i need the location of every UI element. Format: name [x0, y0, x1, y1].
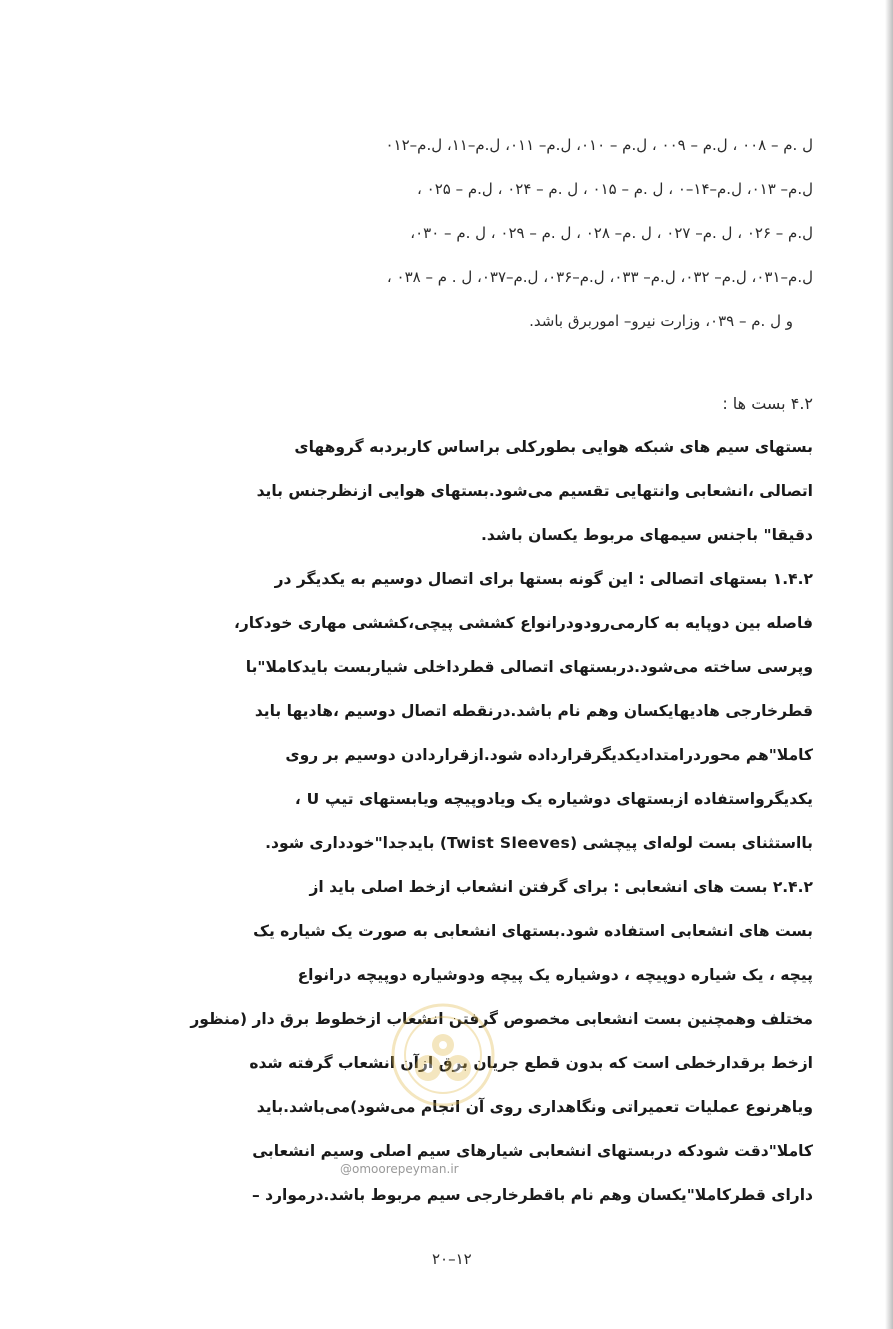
- list-line-4: ل.م–۰۳۱، ل.م– ۰۳۲، ل.م– ۰۳۳، ل.م–۰۳۶، ل.م–۰۳۷، ل . م – ۰۳۸ ،: [386, 268, 813, 286]
- list-line-2: ل.م– ۰۱۳، ل.م–۱۴–۰ ، ل .م – ۰۱۵ ، ل .م – ۰۲۴ ، ل.م – ۰۲۵ ،: [417, 180, 813, 198]
- list-line-3: ل.م – ۰۲۶ ، ل .م– ۰۲۷ ، ل .م– ۰۲۸ ، ل .م – ۰۲۹ ، ل .م – ۰۳۰،: [410, 224, 813, 242]
- body-line-9: یکدیگرواستفاده ازبستهای دوشیاره یک ویادوپیچه ویابستهای تیپ U ،: [294, 790, 813, 808]
- body-line-5: فاصله بین دوپایه به کارمی‌رودودرانواع کششی پیچی،کششی مهاری خودکار،: [233, 614, 813, 632]
- body-line-15: ازخط برقدارخطی است که بدون قطع جریان برق ازآن انشعاب گرفته شده: [249, 1054, 813, 1072]
- body-line-7: قطرخارجی هادیهایکسان وهم نام باشد.درنقطه اتصال دوسیم ،هادیها باید: [254, 702, 813, 720]
- list-line-5: و ل .م – ۰۳۹، وزارت نیرو– اموربرق باشد.: [529, 312, 793, 330]
- body-line-12: بست های انشعابی استفاده شود.بستهای انشعابی به صورت یک شیاره یک: [253, 922, 813, 940]
- watermark-url: @omoorepeyman.ir: [340, 1162, 459, 1176]
- page-number: ۲۰–۱۲: [432, 1250, 472, 1268]
- body-line-13: پیچه ، یک شیاره دوپیچه ، دوشیاره یک پیچه ودوشیاره دوپیچه درانواع: [297, 966, 813, 984]
- body-line-8: کاملا"هم محوردرامتدادیکدیگرقرارداده شود.ازقراردادن دوسیم بر روی: [285, 746, 813, 764]
- body-line-6: وپرسی ساخته می‌شود.دربستهای اتصالی قطرداخلی شیاربست بایدکاملا"با: [245, 658, 813, 676]
- body-line-11: ۲.۴.۲ بست های انشعابی : برای گرفتن انشعاب ازخط اصلی باید از: [309, 878, 813, 896]
- section-heading: ۴.۲ بست ها :: [722, 394, 813, 413]
- body-line-18: دارای قطرکاملا"یکسان وهم نام باقطرخارجی سیم مربوط باشد.درموارد –: [252, 1186, 813, 1204]
- body-line-1: بستهای سیم های شبکه هوایی بطورکلی براساس کاربردبه گروههای: [294, 438, 813, 456]
- gear-logo-icon: [388, 1000, 498, 1110]
- list-line-1: ل .م – ۰۰۸ ، ل.م – ۰۰۹ ، ل.م – ۰۱۰، ل.م– ۰۱۱، ل.م–۱۱، ل.م–۰۱۲: [385, 136, 813, 154]
- body-line-14: مختلف وهمچنین بست انشعابی مخصوص گرفتن انشعاب ازخطوط برق دار (منظور: [190, 1010, 813, 1028]
- page-edge: [885, 0, 893, 1329]
- body-line-4: ۱.۴.۲ بستهای اتصالی : این گونه بستها برای اتصال دوسیم به یکدیگر در: [274, 570, 813, 588]
- body-line-2: اتصالی ،انشعابی وانتهایی تقسیم می‌شود.بستهای هوایی ازنظرجنس باید: [256, 482, 813, 500]
- body-line-17: کاملا"دقت شودکه دربستهای انشعابی شیارهای سیم اصلی وسیم انشعابی: [252, 1142, 813, 1160]
- body-line-16: ویاهرنوع عملیات تعمیراتی ونگاهداری روی آن انجام می‌شود)می‌باشد.باید: [256, 1098, 813, 1116]
- body-line-10: بااستثنای بست لوله‌ای پیچشی (Twist Sleeves) بایدجدا"خودداری شود.: [265, 834, 813, 852]
- body-line-3: دقیقا" باجنس سیمهای مربوط یکسان باشد.: [481, 526, 813, 544]
